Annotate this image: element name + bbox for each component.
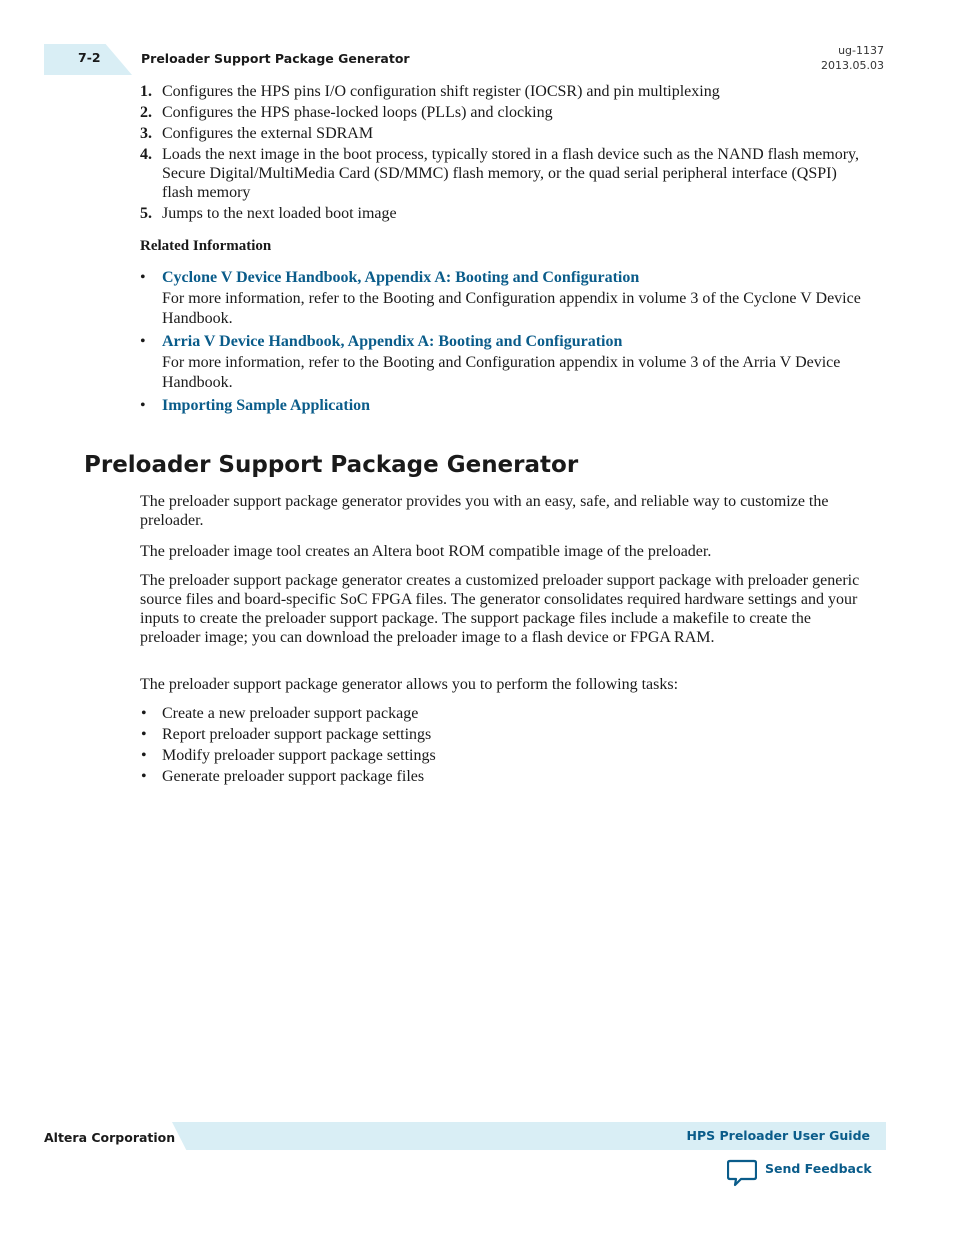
step-text: Loads the next image in the boot process, typically stored in a flash device such as the NAND flash memory, Secure Digital/MultiMedia Card (SD/MMC) flash memory, or the quad serial peripheral interface (QSPI) flash memory (162, 146, 859, 201)
list-item (140, 145, 870, 202)
tasks-list (140, 703, 840, 787)
page-number: 7-2 (78, 50, 101, 65)
related-item-cyclone (140, 268, 870, 330)
list-item (140, 103, 870, 122)
step-text: Jumps to the next loaded boot image (162, 205, 397, 222)
related-info-heading: Related Information (140, 238, 272, 254)
related-item-arria (140, 332, 870, 394)
company-name: Altera Corporation (44, 1130, 176, 1145)
related-desc: For more information, refer to the Booting and Configuration appendix in volume 3 of the Cyclone V Device Handbook. (162, 289, 861, 327)
paragraph: The preloader support package generator allows you to perform the following tasks: (140, 676, 679, 693)
bullet-icon: • (141, 726, 147, 743)
section-title: Preloader Support Package Generator (84, 452, 579, 478)
list-item (140, 82, 870, 101)
list-item (140, 204, 870, 223)
bullet-icon: • (141, 705, 147, 722)
related-desc: For more information, refer to the Booting and Configuration appendix in volume 3 of the Arria V Device Handbook. (162, 353, 841, 391)
paragraph: The preloader image tool creates an Altera boot ROM compatible image of the preloader. (140, 543, 712, 560)
doc-info (821, 43, 884, 73)
bullet-icon: • (140, 269, 146, 286)
doc-date: 2013.05.03 (821, 59, 884, 72)
link-importing-sample-app[interactable]: Importing Sample Application (162, 397, 371, 414)
task-text: Create a new preloader support package (162, 705, 419, 722)
list-item (140, 766, 840, 787)
doc-id: ug-1137 (838, 44, 884, 57)
bullet-icon: • (141, 747, 147, 764)
step-text: Configures the HPS phase-locked loops (PLLs) and clocking (162, 104, 553, 121)
boot-steps-list (140, 82, 870, 225)
bullet-icon: • (141, 768, 147, 785)
step-text: Configures the external SDRAM (162, 125, 374, 142)
paragraph: The preloader support package generator provides you with an easy, safe, and reliable way to customize the preloader. (140, 493, 829, 529)
step-number: 2. (140, 104, 152, 121)
send-feedback-link[interactable]: Send Feedback (765, 1161, 872, 1176)
related-item-sample (140, 396, 870, 417)
speech-bubble-icon[interactable] (727, 1159, 757, 1187)
list-item (140, 745, 840, 766)
link-cyclone-handbook[interactable]: Cyclone V Device Handbook, Appendix A: Booting and Configuration (162, 269, 640, 286)
step-number: 5. (140, 205, 152, 222)
step-number: 3. (140, 125, 152, 142)
task-text: Generate preloader support package files (162, 768, 425, 785)
paragraph: The preloader support package generator creates a customized preloader support package with preloader generic source files and board-specific SoC FPGA files. The generator consolidates required hardware settings and your inputs to create the preloader support package. The support package files include a makefile to create the preloader image; you can download the preloader image to a flash device or FPGA RAM. (140, 572, 860, 646)
list-item (140, 703, 840, 724)
task-text: Report preloader support package settings (162, 726, 432, 743)
bullet-icon: • (140, 397, 146, 414)
link-arria-handbook[interactable]: Arria V Device Handbook, Appendix A: Booting and Configuration (162, 333, 623, 350)
task-text: Modify preloader support package settings (162, 747, 436, 764)
guide-title: HPS Preloader User Guide (686, 1128, 870, 1143)
chapter-title: Preloader Support Package Generator (141, 51, 410, 66)
list-item (140, 724, 840, 745)
list-item (140, 124, 870, 143)
bullet-icon: • (140, 333, 146, 350)
step-number: 4. (140, 146, 152, 163)
step-text: Configures the HPS pins I/O configuration shift register (IOCSR) and pin multiplexing (162, 83, 720, 100)
step-number: 1. (140, 83, 152, 100)
